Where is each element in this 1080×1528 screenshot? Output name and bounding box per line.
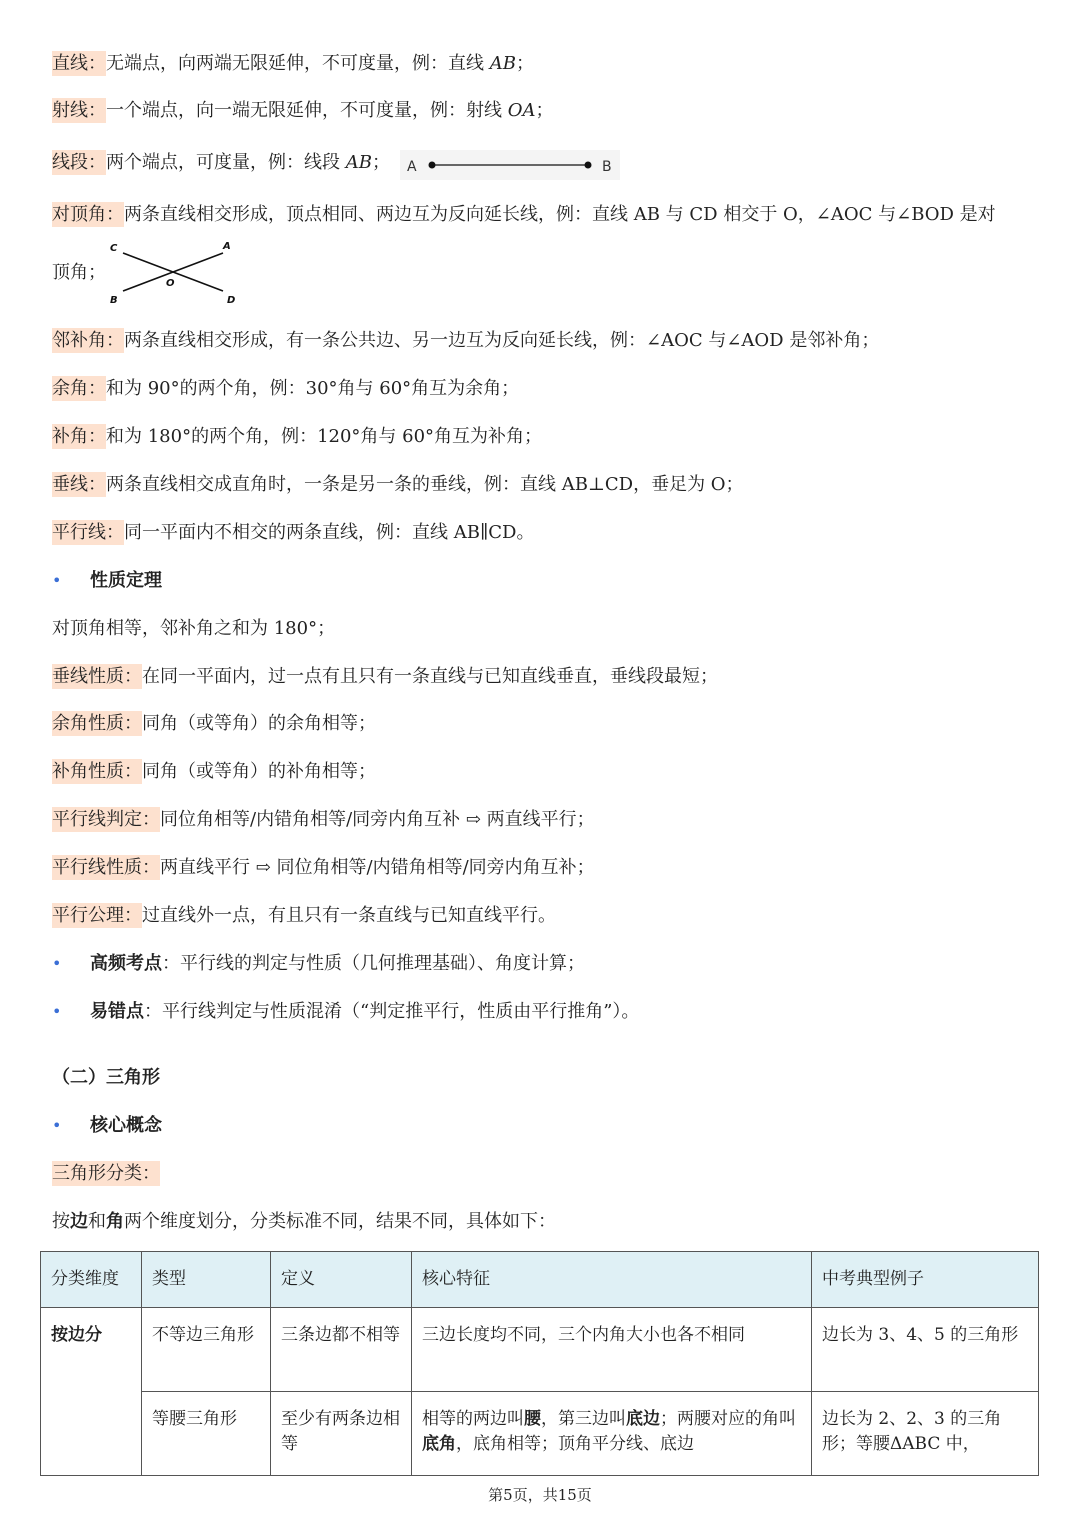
theorem-line — [52, 710, 376, 738]
term-highlight: 平行线判定： — [52, 809, 160, 830]
theorem-line — [52, 806, 595, 834]
definition-cell: 三条边都不相等 — [271, 1308, 412, 1392]
header-cell: 定义 — [271, 1252, 412, 1308]
theorems-heading: 性质定理 — [90, 570, 162, 591]
term-highlight: 邻补角： — [52, 330, 124, 351]
intro-bold-angle: 角 — [106, 1211, 124, 1232]
intro-text: 和 — [88, 1211, 106, 1232]
feature-text: ，底角相等；顶角平分线、底边 — [456, 1434, 694, 1454]
type-cell: 等腰三角形 — [142, 1392, 271, 1476]
term-highlight: 平行线性质： — [52, 857, 160, 878]
dimension-cell: 按边分 — [41, 1308, 142, 1476]
def-text: 和为 180°的两个角，例：120°角与 60°角互为补角； — [106, 426, 543, 447]
segment-label-b: B — [602, 159, 612, 175]
def-italic: AB — [489, 53, 516, 74]
bullet-icon: • — [52, 1116, 62, 1135]
def-line — [52, 423, 542, 451]
term-highlight: 补角性质： — [52, 761, 142, 782]
vertical-angle-line — [52, 201, 996, 229]
def-text: 两条直线相交成直角时，一条是另一条的垂线，例：直线 AB⊥CD，垂足为 O； — [106, 474, 744, 495]
def-italic: OA — [507, 100, 536, 121]
segment-label-a: A — [407, 159, 417, 175]
feature-cell: 三边长度均不同，三个内角大小也各不相同 — [412, 1308, 812, 1392]
def-text: 两条直线相交形成，有一条公共边、另一边互为反向延长线，例：∠AOC 与∠AOD 是邻补角； — [124, 330, 880, 351]
intro-text: 两个维度划分，分类标准不同，结果不同，具体如下： — [124, 1211, 556, 1232]
theorem-line — [52, 758, 376, 786]
point-a-label: A — [223, 241, 231, 252]
point-b-label: B — [110, 295, 118, 306]
def-line — [52, 471, 744, 499]
example-cell: 边长为 2、2、3 的三角形；等腰ΔABC 中， — [812, 1392, 1039, 1476]
term-highlight: 对顶角： — [52, 204, 124, 225]
def-line — [52, 50, 534, 78]
definition-cell: 至少有两条边相等 — [271, 1392, 412, 1476]
term-highlight: 平行线： — [52, 522, 124, 543]
term-highlight: 补角： — [52, 426, 106, 447]
table-row — [41, 1308, 1039, 1392]
theorem-text: 在同一平面内，过一点有且只有一条直线与已知直线垂直，垂线段最短； — [142, 666, 718, 687]
page-footer: 第5页，共15页 — [488, 1486, 592, 1504]
feature-bold: 底角 — [422, 1434, 456, 1454]
term-highlight: 三角形分类： — [52, 1163, 160, 1184]
def-tail: ； — [535, 100, 554, 121]
triangle-class-line — [52, 1160, 160, 1188]
point-c-label: C — [110, 243, 118, 254]
theorem-line — [52, 663, 718, 691]
theorem-plain: 对顶角相等，邻补角之和为 180°； — [52, 618, 336, 639]
example-cell: 边长为 3、4、5 的三角形 — [812, 1308, 1039, 1392]
point-d-label: D — [227, 295, 236, 306]
def-line — [52, 97, 554, 125]
header-cell: 类型 — [142, 1252, 271, 1308]
header-cell: 中考典型例子 — [812, 1252, 1039, 1308]
high-frequency-label: 高频考点 — [90, 953, 162, 974]
type-cell: 不等边三角形 — [142, 1308, 271, 1392]
def-line — [52, 519, 534, 547]
def-line — [52, 327, 879, 355]
bullet-icon: • — [52, 954, 62, 973]
high-frequency-text: ：平行线的判定与性质（几何推理基础）、角度计算； — [162, 953, 585, 974]
vertical-angle-cont: 顶角； — [52, 262, 106, 283]
core-concepts-heading: 核心概念 — [90, 1115, 162, 1136]
table-intro — [52, 1208, 556, 1236]
line-segment-figure — [400, 150, 620, 180]
bullet-icon: • — [52, 1002, 62, 1021]
def-text: 两条直线相交形成，顶点相同、两边互为反向延长线，例：直线 AB 与 CD 相交于 O，∠AOC 与∠BOD 是对 — [124, 204, 996, 225]
def-text: 和为 90°的两个角，例：30°角与 60°角互为余角； — [106, 378, 520, 399]
term-highlight: 平行公理： — [52, 905, 142, 926]
segment-endpoint-b — [585, 162, 592, 169]
term-highlight: 线段： — [52, 152, 106, 173]
bullet-icon: • — [52, 571, 62, 590]
triangle-classification-table — [40, 1251, 1039, 1476]
table-row — [41, 1392, 1039, 1476]
def-text: 一个端点，向一端无限延伸，不可度量，例：射线 — [106, 100, 508, 121]
theorem-text: 过直线外一点，有且只有一条直线与已知直线平行。 — [142, 905, 556, 926]
term-highlight: 垂线： — [52, 474, 106, 495]
section-title: （二）三角形 — [52, 1067, 160, 1088]
def-tail: ； — [515, 53, 534, 74]
theorem-text: 同角（或等角）的补角相等； — [142, 761, 376, 782]
term-highlight: 余角性质： — [52, 713, 142, 734]
point-o-label: O — [166, 278, 175, 289]
theorem-line — [52, 902, 556, 930]
high-frequency-note — [90, 950, 585, 978]
header-cell: 分类维度 — [41, 1252, 142, 1308]
def-line — [52, 375, 519, 403]
theorem-text: 两直线平行 ⇨ 同位角相等/内错角相等/同旁内角互补； — [160, 857, 595, 878]
term-highlight: 余角： — [52, 378, 106, 399]
theorem-text: 同位角相等/内错角相等/同旁内角互补 ⇨ 两直线平行； — [160, 809, 595, 830]
intro-bold-edge: 边 — [70, 1211, 88, 1232]
feature-cell — [412, 1392, 812, 1476]
header-cell: 核心特征 — [412, 1252, 812, 1308]
def-italic: AB — [345, 152, 372, 173]
def-tail: ； — [371, 152, 390, 173]
feature-bold: 腰 — [524, 1409, 541, 1429]
error-prone-label: 易错点 — [90, 1001, 144, 1022]
term-highlight: 射线： — [52, 100, 106, 121]
error-prone-text: ：平行线判定与性质混淆（“判定推平行，性质由平行推角”）。 — [144, 1001, 640, 1022]
feature-text: ，第三边叫 — [541, 1409, 626, 1429]
term-highlight: 垂线性质： — [52, 666, 142, 687]
intersecting-lines-figure — [105, 235, 245, 307]
term-highlight: 直线： — [52, 53, 106, 74]
def-text: 无端点，向两端无限延伸，不可度量，例：直线 — [106, 53, 490, 74]
feature-bold: 底边 — [626, 1409, 660, 1429]
def-text: 两个端点，可度量，例：线段 — [106, 152, 346, 173]
feature-text: ；两腰对应的角叫 — [660, 1409, 796, 1429]
theorem-text: 同角（或等角）的余角相等； — [142, 713, 376, 734]
table-header-row — [41, 1252, 1039, 1308]
feature-text: 相等的两边叫 — [422, 1409, 524, 1429]
error-prone-note — [90, 998, 639, 1026]
def-line — [52, 149, 390, 177]
intro-text: 按 — [52, 1211, 70, 1232]
def-text: 同一平面内不相交的两条直线，例：直线 AB∥CD。 — [124, 522, 535, 543]
theorem-line — [52, 854, 595, 882]
